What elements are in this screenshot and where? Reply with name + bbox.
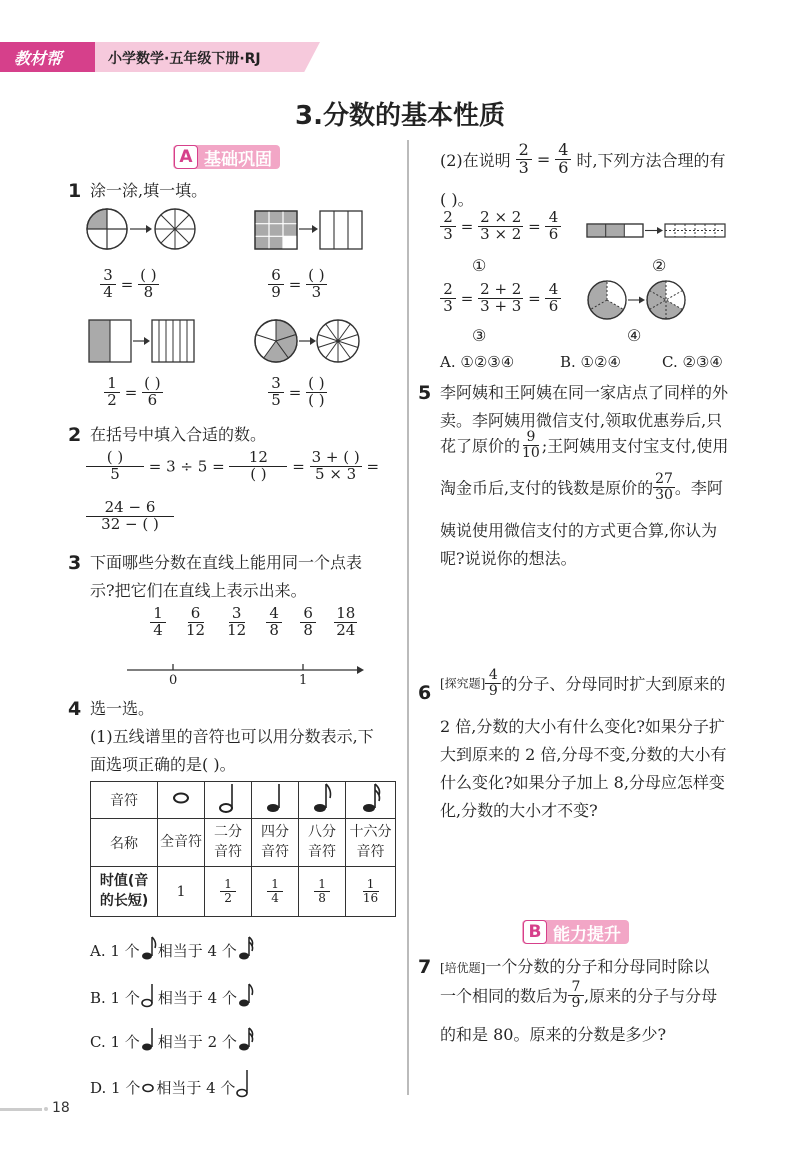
option-d[interactable] bbox=[90, 1068, 253, 1098]
q4-number: 4 bbox=[68, 698, 82, 720]
q7-number: 7 bbox=[418, 956, 432, 978]
q2-equation-line1 bbox=[86, 450, 379, 483]
circle-fifths-figure bbox=[255, 320, 297, 362]
fraction-numerator: 3 bbox=[229, 606, 245, 623]
table-cell: 二分 音符 bbox=[205, 819, 252, 867]
answer-blank[interactable]: ( ) bbox=[308, 266, 325, 284]
text: ;王阿姨用支付宝支付,使用 bbox=[541, 436, 729, 456]
option-c[interactable] bbox=[90, 1026, 255, 1052]
q4-part2-line2[interactable]: ( )。 bbox=[440, 190, 474, 209]
fraction-numerator: 18 bbox=[336, 604, 356, 622]
column-divider bbox=[407, 140, 409, 1095]
table-row-head: 名称 bbox=[91, 819, 158, 867]
option-text: 相当于 2 个 bbox=[157, 1033, 237, 1051]
sixteenth-note-icon bbox=[237, 1026, 255, 1052]
fraction-numerator: 3 bbox=[268, 376, 284, 393]
answer-blank[interactable]: ( ) bbox=[308, 374, 325, 392]
q3-line1: 下面哪些分数在直线上能用同一个点表 bbox=[90, 553, 363, 572]
table-cell: 1 bbox=[158, 867, 205, 917]
section-b-badge bbox=[522, 920, 629, 944]
option-a[interactable] bbox=[90, 935, 255, 961]
fraction-numerator: 27 bbox=[655, 471, 673, 487]
fraction-denominator: 9 bbox=[571, 994, 581, 1011]
fraction-numerator: 6 bbox=[300, 606, 316, 623]
whole-note-icon bbox=[158, 782, 205, 819]
fraction bbox=[334, 606, 357, 639]
choice-a[interactable]: A. ①②③④ bbox=[440, 353, 515, 371]
q2-equation-line2 bbox=[86, 500, 174, 533]
half-note-icon bbox=[140, 982, 158, 1008]
circle-tenths-figure bbox=[317, 320, 359, 362]
q5-number: 5 bbox=[418, 382, 432, 404]
fraction-numerator: 4 bbox=[545, 210, 561, 227]
q2-number: 2 bbox=[68, 424, 82, 446]
method-4-figure bbox=[585, 278, 690, 324]
half-note-icon bbox=[235, 1068, 253, 1098]
section-a-label: 基础巩固 bbox=[204, 149, 272, 170]
question-tag: [培优题] bbox=[440, 961, 486, 975]
option-text: 相当于 4 个 bbox=[156, 1079, 236, 1097]
fraction-numerator: 4 bbox=[555, 142, 571, 160]
brand-label: 教材帮 bbox=[14, 49, 63, 68]
rect-half-figure bbox=[89, 320, 131, 362]
fraction-denominator: 8 bbox=[303, 620, 313, 639]
fraction-denominator: 3 bbox=[311, 282, 322, 301]
text: 。李阿 bbox=[674, 478, 723, 498]
fraction-denominator: 6 bbox=[147, 390, 158, 409]
table-cell bbox=[205, 867, 252, 917]
method-label-3: ③ bbox=[472, 326, 487, 345]
sixteenth-note-icon bbox=[346, 782, 396, 819]
fraction-denominator: 3 × 2 bbox=[480, 224, 522, 243]
choice-b[interactable]: B. ①②④ bbox=[560, 353, 621, 371]
q1-prompt: 涂一涂,填一填。 bbox=[90, 181, 208, 200]
fraction bbox=[266, 606, 282, 639]
fraction-numerator: 12 bbox=[229, 450, 287, 467]
fraction-denominator: 5 × 3 bbox=[315, 464, 357, 483]
q1-eq-1: $\frac{3}{4}$ = $\frac{( )}{8}$ bbox=[100, 268, 159, 301]
page-title: 3.分数的基本性质 bbox=[295, 101, 505, 131]
q6-number: 6 bbox=[418, 682, 432, 704]
table-cell bbox=[252, 867, 299, 917]
q4-part2-line1 bbox=[440, 142, 726, 177]
option-label: C. 1 个 bbox=[90, 1033, 140, 1051]
fraction-numerator: 2 bbox=[440, 282, 456, 299]
subject-label: 小学数学·五年级下册·RJ bbox=[108, 51, 261, 67]
table-cell: 四分 音符 bbox=[252, 819, 299, 867]
q5-line6: 呢?说说你的想法。 bbox=[440, 549, 577, 568]
method-label-2: ② bbox=[652, 256, 667, 275]
fraction-numerator: 4 bbox=[266, 606, 282, 623]
equals-sign: = bbox=[366, 457, 380, 476]
fraction bbox=[300, 606, 316, 639]
fraction-denominator: 6 bbox=[548, 224, 559, 243]
fraction-numerator: 4 bbox=[545, 282, 561, 299]
equals-sign: = bbox=[536, 149, 551, 169]
q2-mid-text: = 3 ÷ 5 = bbox=[148, 457, 225, 476]
q6-line1 bbox=[440, 668, 725, 698]
eighth-note-icon bbox=[140, 935, 158, 961]
option-label: D. 1 个 bbox=[90, 1079, 141, 1097]
equals-sign: = bbox=[292, 457, 305, 476]
circle-eighths-figure bbox=[155, 209, 195, 249]
fraction-denominator: 10 bbox=[522, 444, 540, 461]
footer-rule bbox=[0, 1108, 42, 1111]
fraction-numerator: 1 bbox=[267, 878, 283, 892]
q7-line1 bbox=[440, 952, 709, 982]
fraction-denominator: 3 bbox=[518, 157, 529, 177]
table-row-head: 时值(音 的长短) bbox=[91, 867, 158, 917]
fraction-denominator: 2 bbox=[107, 390, 117, 409]
whole-note-icon bbox=[141, 1080, 155, 1098]
option-label: B. 1 个 bbox=[90, 989, 140, 1007]
fraction-denominator: 4 bbox=[103, 282, 113, 301]
text: 淘金币后,支付的钱数是原价的 bbox=[440, 478, 654, 498]
section-a-badge bbox=[173, 145, 280, 169]
q5-line5: 姨说使用微信支付的方式更合算,你认为 bbox=[440, 521, 718, 540]
fraction-numerator: 2 bbox=[516, 142, 532, 160]
q6-line5: 化,分数的大小才不变? bbox=[440, 801, 598, 820]
fraction-denominator: 6 bbox=[558, 157, 569, 177]
q1-number: 1 bbox=[68, 180, 82, 202]
q6-line3: 大到原来的 2 倍,分母不变,分数的大小有 bbox=[440, 745, 727, 764]
fraction-numerator: 1 bbox=[220, 878, 236, 892]
fraction-numerator: 1 bbox=[104, 376, 120, 393]
answer-blank[interactable]: 32 − ( ) bbox=[101, 514, 159, 533]
text: 一个分数的分子和分母同时除以 bbox=[485, 957, 710, 976]
q4-part1-line2: 面选项正确的是( )。 bbox=[90, 755, 236, 774]
answer-blank[interactable]: ( ) bbox=[250, 464, 267, 483]
note-values-table bbox=[90, 781, 396, 917]
fraction-numerator: 2 × 2 bbox=[480, 208, 522, 226]
q3-number: 3 bbox=[68, 552, 82, 574]
fraction-denominator: 16 bbox=[362, 891, 379, 905]
option-text: 相当于 4 个 bbox=[157, 942, 237, 960]
fraction-denominator: 4 bbox=[271, 891, 279, 905]
method-label-1: ① bbox=[472, 256, 487, 275]
footer-dot bbox=[44, 1107, 48, 1111]
q1-eq-2: $\frac{6}{9}$ = $\frac{( )}{3}$ bbox=[268, 268, 327, 301]
number-line[interactable] bbox=[125, 662, 365, 680]
fraction-numerator[interactable]: 3 + ( ) bbox=[311, 448, 360, 466]
method-label-4: ④ bbox=[627, 326, 642, 345]
option-text: 相当于 4 个 bbox=[157, 989, 237, 1007]
text: 的分子、分母同时扩大到原来的 bbox=[501, 674, 726, 694]
table-cell: 八分 音符 bbox=[299, 819, 346, 867]
text: 时,下列方法合理的有 bbox=[576, 150, 726, 170]
fraction-numerator: 9 bbox=[523, 430, 539, 446]
section-a-letter: A bbox=[174, 145, 198, 169]
fraction-denominator: 9 bbox=[271, 282, 281, 301]
eighth-note-icon bbox=[237, 982, 255, 1008]
fraction-denominator: 3 bbox=[443, 224, 453, 243]
fraction-numerator: 6 bbox=[188, 606, 204, 623]
text: (2)在说明 bbox=[440, 150, 511, 170]
table-cell bbox=[346, 867, 396, 917]
rect-sixths-figure bbox=[152, 320, 194, 362]
q5-line3 bbox=[440, 430, 728, 460]
fraction-denominator: 8 bbox=[143, 282, 154, 301]
section-b-letter: B bbox=[523, 920, 547, 944]
fraction-denominator: 9 bbox=[488, 682, 498, 699]
quarter-note-icon bbox=[252, 782, 299, 819]
fraction-denominator: 6 bbox=[548, 296, 559, 315]
q6-line4: 什么变化?如果分子加上 8,分母应怎样变 bbox=[440, 773, 725, 792]
answer-blank[interactable]: ( ) bbox=[86, 450, 144, 467]
method-2-figure bbox=[585, 220, 730, 242]
half-note-icon bbox=[205, 782, 252, 819]
fraction-denominator: 8 bbox=[269, 620, 279, 639]
method-3: $\frac{2}{3}$ = $\frac{2 + 2}{3 + 3}$ = $\frac{4}{6}$ bbox=[440, 282, 561, 315]
q1-eq-4: $\frac{3}{5}$ = $\frac{( )}{( )}$ bbox=[268, 376, 327, 409]
text: 一个相同的数后为 bbox=[440, 986, 569, 1006]
q1-eq-3: $\frac{1}{2}$ = $\frac{( )}{6}$ bbox=[104, 376, 163, 409]
fraction bbox=[184, 606, 207, 639]
q6-line2: 2 倍,分数的大小有什么变化?如果分子扩 bbox=[440, 717, 725, 736]
table-cell bbox=[299, 867, 346, 917]
fraction-denominator: 8 bbox=[318, 891, 326, 905]
table-row-head: 音符 bbox=[91, 782, 158, 819]
q4-prompt: 选一选。 bbox=[90, 699, 155, 718]
q7-line2 bbox=[440, 980, 717, 1010]
quarter-note-icon bbox=[140, 1026, 158, 1052]
answer-blank[interactable]: ( ) bbox=[144, 374, 161, 392]
q5-line2: 卖。李阿姨用微信支付,领取优惠券后,只 bbox=[440, 411, 723, 430]
answer-blank[interactable]: ( ) bbox=[308, 390, 325, 409]
fraction-denominator: 12 bbox=[186, 620, 206, 639]
table-cell: 十六分 音符 bbox=[346, 819, 396, 867]
fraction-denominator: 4 bbox=[153, 620, 163, 639]
fraction-numerator: 4 bbox=[485, 668, 501, 684]
circle-quarters-figure bbox=[87, 209, 127, 249]
answer-blank[interactable]: ( ) bbox=[140, 266, 157, 284]
number-line-tick-0: 0 bbox=[169, 673, 178, 688]
fraction-denominator: 3 bbox=[443, 296, 453, 315]
q2-prompt: 在括号中填入合适的数。 bbox=[90, 425, 267, 444]
q3-fraction-list bbox=[150, 606, 357, 639]
q4-part1-line1: (1)五线谱里的音符也可以用分数表示,下 bbox=[90, 727, 374, 746]
question-tag: [探究题] bbox=[440, 676, 486, 691]
q5-line1: 李阿姨和王阿姨在同一家店点了同样的外 bbox=[440, 383, 729, 402]
fraction-numerator: 7 bbox=[568, 980, 584, 996]
fraction-numerator: 1 bbox=[314, 878, 330, 892]
method-1: $\frac{2}{3}$ = $\frac{2 \times 2}{3 \times 2}$ = $\frac{4}{6}$ bbox=[440, 210, 561, 243]
grid-3x3-figure bbox=[255, 211, 297, 249]
sixteenth-note-icon bbox=[237, 935, 255, 961]
fraction-denominator: 5 bbox=[271, 390, 281, 409]
text: ,原来的分子与分母 bbox=[584, 986, 718, 1006]
fraction-numerator: 6 bbox=[268, 268, 284, 285]
header-bar bbox=[0, 42, 330, 72]
fraction-numerator: 2 bbox=[440, 210, 456, 227]
number-line-tick-1: 1 bbox=[299, 673, 308, 688]
fraction bbox=[150, 606, 166, 639]
grid-thirds-figure bbox=[320, 211, 362, 249]
fraction-denominator: 24 bbox=[336, 620, 356, 639]
fraction-numerator: 24 − 6 bbox=[86, 500, 174, 517]
section-b-label: 能力提升 bbox=[553, 924, 621, 945]
page-number: 18 bbox=[52, 1100, 70, 1116]
fraction-denominator: 30 bbox=[655, 486, 673, 503]
option-label: A. 1 个 bbox=[90, 942, 140, 960]
fraction-denominator: 2 bbox=[224, 891, 232, 905]
option-b[interactable] bbox=[90, 982, 255, 1008]
eighth-note-icon bbox=[299, 782, 346, 819]
fraction-numerator: 1 bbox=[150, 606, 166, 623]
choice-c[interactable]: C. ②③④ bbox=[662, 353, 723, 371]
fraction-denominator: 3 + 3 bbox=[480, 296, 522, 315]
q3-line2: 示?把它们在直线上表示出来。 bbox=[90, 581, 307, 600]
fraction-numerator: 1 bbox=[363, 878, 379, 892]
q7-line3: 的和是 80。原来的分数是多少? bbox=[440, 1025, 667, 1044]
fraction bbox=[225, 606, 248, 639]
q5-line4 bbox=[440, 472, 723, 502]
fraction-denominator: 12 bbox=[227, 620, 247, 639]
fraction-numerator: 2 + 2 bbox=[480, 280, 522, 298]
table-cell: 全音符 bbox=[158, 819, 205, 867]
fraction-numerator: 3 bbox=[100, 268, 116, 285]
text: 花了原价的 bbox=[440, 436, 521, 456]
fraction-denominator: 5 bbox=[110, 464, 120, 483]
